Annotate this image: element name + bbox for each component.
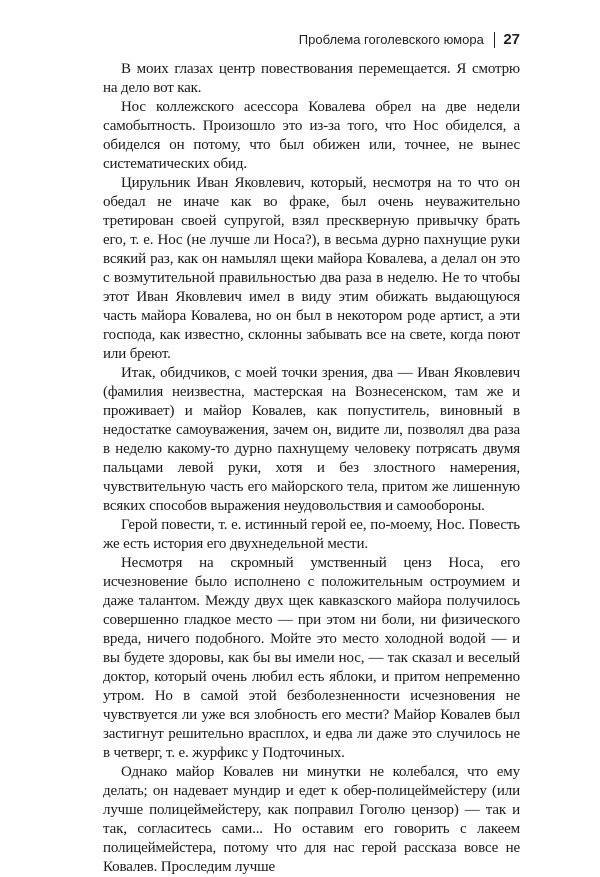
paragraph: Герой повести, т. е. истинный герой ее, по-моему, Нос. Повесть же есть история его двухнедельной мести.: [103, 517, 520, 552]
paragraph: Нос коллежского асессора Ковалева обрел на две недели самобытность. Произошло это из-за того, что Нос обиделся, а обиделся он потому, что был обижен или, точнее, не вынес систематических обид.: [103, 99, 520, 172]
header-divider: [494, 32, 496, 48]
paragraph: Однако майор Ковалев ни минутки не колебался, что ему делать; он надевает мундир и едет к обер-полицеймейстеру (или лучше полицеймейстеру, как поправил Гоголю цензор) — так и так, согласитесь сами... Но оставим его говорить с лакеем полицеймейстера, потому что для нас герой рассказа вовсе не Ковалев. Проследим лучше: [103, 764, 520, 875]
paragraph: Итак, обидчиков, с моей точки зрения, два — Иван Яковлевич (фамилия неизвестна, мастерская на Вознесенском, там же и проживает) и майор Ковалев, как попуститель, виновный в недостатке самоуважения, зачем он, видите ли, позволял два раза в неделю какому-то дурно пахнущему человеку потрясать двумя пальцами левой руки, хотя и без злостного намерения, чувствительную часть его майорского тела, притом же лишенную всяких способов выражения неудовольствия и самообороны.: [103, 365, 520, 514]
paragraph: Несмотря на скромный умственный ценз Носа, его исчезновение было исполнено с положительным остроумием и даже талантом. Между двух щек кавказского майора получилось совершенно гладкое место — при этом ни боли, ни физического вреда, ничего подобного. Мойте это место холодной водой — и вы будете здоровы, как бы вы имели нос, — так сказал и веселый доктор, который очень любил есть яблоки, и притом непременно утром. Но в самой этой безболезненности исчезновения не чувствуется ли уже вся злобность его мести? Майор Ковалев был застигнут решительно врасплох, и едва ли даже это случилось не в четверг, т. е. журфикс у Подточиных.: [103, 555, 520, 761]
chapter-title: Проблема гоголевского юмора: [298, 32, 484, 47]
paragraph: В моих глазах центр повествования перемещается. Я смотрю на дело вот как.: [103, 61, 520, 96]
paragraph: Цирульник Иван Яковлевич, который, несмотря на то что он обедал не иначе как во фраке, был очень неуважительно третирован своей супругой, взял прескверную привычку брать его, т. е. Нос (не лучше ли Носа?), в весьма дурно пахнущие руки всякий раз, как он намылял щеки майора Ковалева, а делал он это с возмутительной правильностью два раза в неделю. Не то чтобы этот Иван Яковлевич имел в виду этим обижать выдающуюся часть майора Ковалева, но он был в некотором роде артист, а эти господа, как известно, склонны забывать все на свете, когда поют или бреют.: [103, 175, 520, 362]
page-number: 27: [503, 31, 520, 48]
running-header: [299, 31, 520, 48]
body-text: [103, 60, 520, 877]
